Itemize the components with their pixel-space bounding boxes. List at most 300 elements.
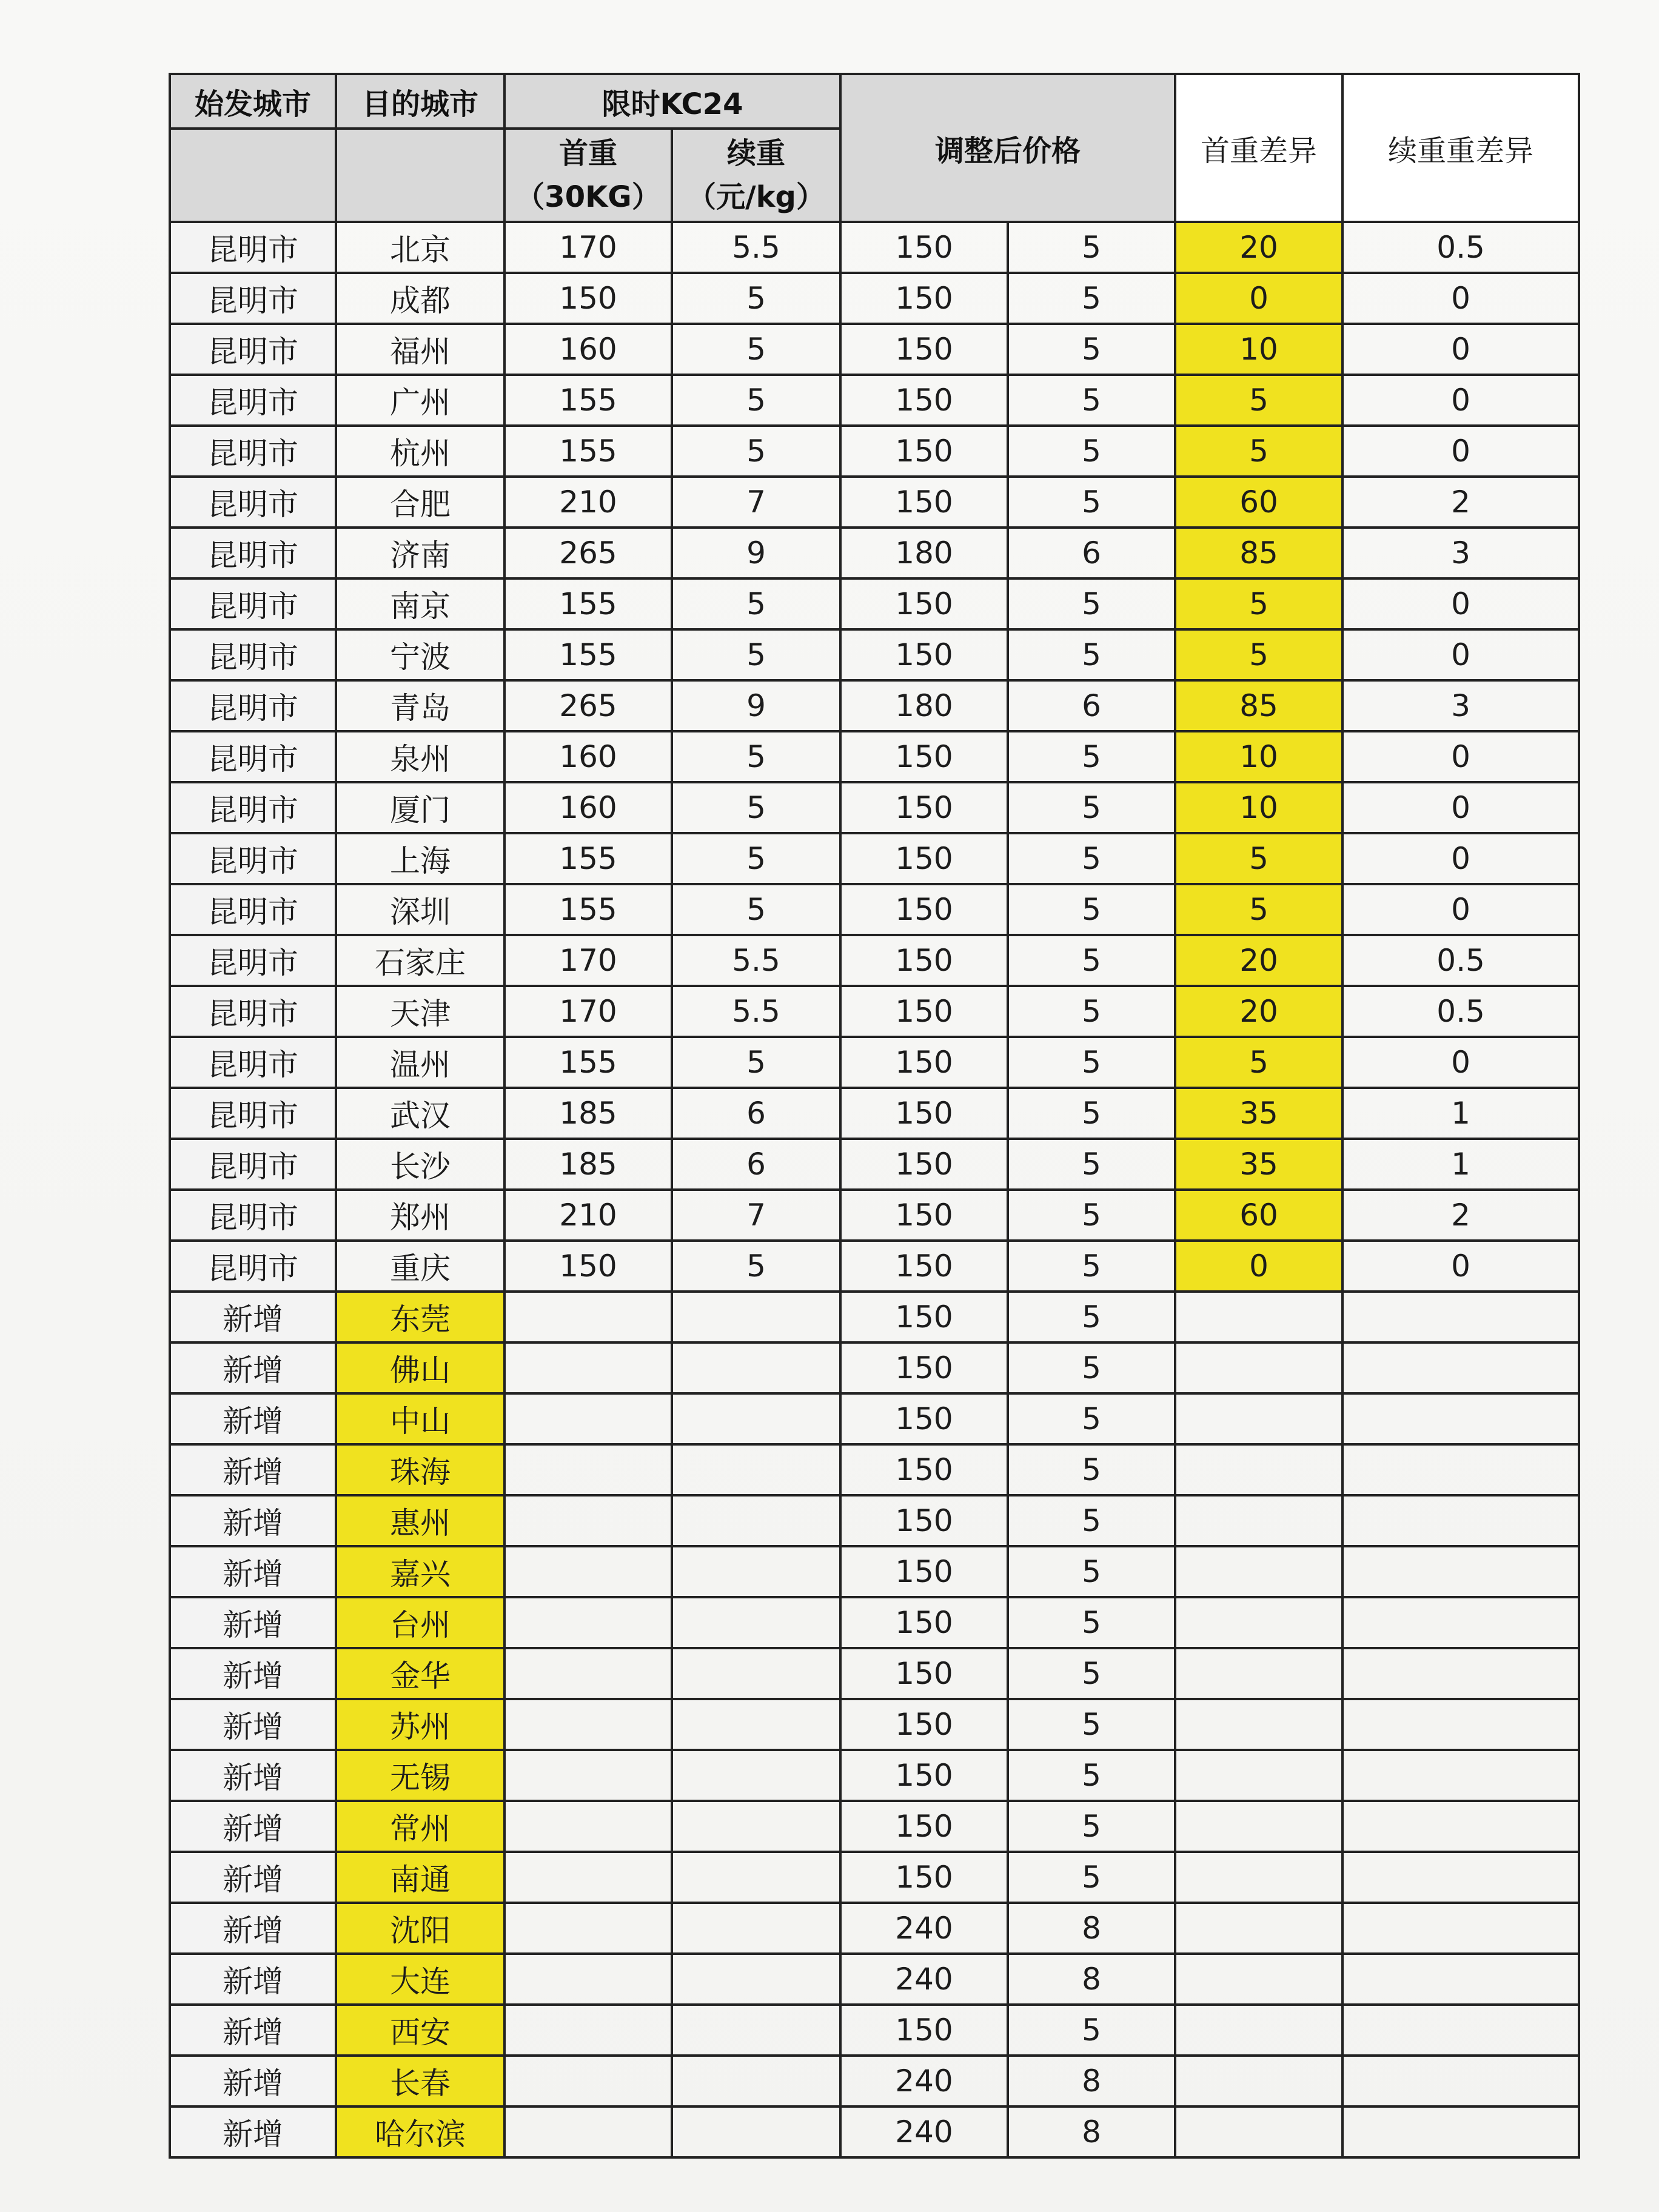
- origin-cell: 昆明市: [170, 1190, 336, 1241]
- table-row: [170, 1393, 1579, 1444]
- first-weight-cell: 210: [504, 1190, 672, 1241]
- additional-diff-cell: [1342, 2056, 1579, 2106]
- destination-cell: 厦门: [336, 782, 504, 833]
- first-weight-cell: 160: [504, 731, 672, 782]
- origin-cell: 昆明市: [170, 986, 336, 1037]
- table-row: [170, 782, 1579, 833]
- table-row: [170, 884, 1579, 935]
- adjusted-additional-cell: 5: [1008, 375, 1175, 426]
- adjusted-additional-cell: 5: [1008, 1342, 1175, 1393]
- adjusted-additional-cell: 5: [1008, 1852, 1175, 1903]
- header-additional-weight-diff: 续重重差异: [1342, 74, 1579, 222]
- additional-weight-cell: [672, 2056, 840, 2106]
- header-product: 限时KC24: [504, 74, 840, 129]
- first-weight-cell: [504, 1292, 672, 1342]
- destination-cell: 上海: [336, 833, 504, 884]
- origin-cell: 新增: [170, 1852, 336, 1903]
- table-row: [170, 2056, 1579, 2106]
- adjusted-additional-cell: 5: [1008, 1139, 1175, 1190]
- header-additional-weight: 续重（元/kg）: [672, 129, 840, 222]
- destination-cell: 南京: [336, 578, 504, 629]
- first-diff-cell: 0: [1175, 1241, 1342, 1292]
- destination-cell: 东莞: [336, 1292, 504, 1342]
- table-row: [170, 629, 1579, 680]
- header-row-1: [170, 74, 1579, 129]
- additional-diff-cell: [1342, 1954, 1579, 2005]
- adjusted-additional-cell: 5: [1008, 833, 1175, 884]
- adjusted-additional-cell: 5: [1008, 2005, 1175, 2056]
- price-table: [169, 73, 1580, 2159]
- table-row: [170, 731, 1579, 782]
- destination-cell: 哈尔滨: [336, 2106, 504, 2157]
- first-weight-cell: 155: [504, 578, 672, 629]
- adjusted-first-cell: 150: [840, 1801, 1008, 1852]
- adjusted-additional-cell: 5: [1008, 578, 1175, 629]
- table-row: [170, 1903, 1579, 1954]
- adjusted-first-cell: 150: [840, 1750, 1008, 1801]
- destination-cell: 西安: [336, 2005, 504, 2056]
- first-weight-cell: 170: [504, 935, 672, 986]
- origin-cell: 昆明市: [170, 731, 336, 782]
- first-diff-cell: 5: [1175, 833, 1342, 884]
- adjusted-additional-cell: 8: [1008, 2106, 1175, 2157]
- first-weight-cell: 170: [504, 222, 672, 273]
- additional-weight-cell: 5: [672, 273, 840, 324]
- table-row: [170, 375, 1579, 426]
- origin-cell: 新增: [170, 1750, 336, 1801]
- first-weight-cell: [504, 1342, 672, 1393]
- destination-cell: 长春: [336, 2056, 504, 2106]
- adjusted-additional-cell: 8: [1008, 1903, 1175, 1954]
- first-weight-cell: [504, 1495, 672, 1546]
- adjusted-first-cell: 150: [840, 1852, 1008, 1903]
- destination-cell: 长沙: [336, 1139, 504, 1190]
- destination-cell: 南通: [336, 1852, 504, 1903]
- first-weight-cell: [504, 1750, 672, 1801]
- destination-cell: 合肥: [336, 477, 504, 528]
- additional-weight-cell: [672, 2005, 840, 2056]
- first-diff-cell: 35: [1175, 1088, 1342, 1139]
- additional-weight-cell: [672, 1903, 840, 1954]
- adjusted-additional-cell: 5: [1008, 1393, 1175, 1444]
- additional-weight-cell: 5: [672, 884, 840, 935]
- destination-cell: 广州: [336, 375, 504, 426]
- additional-weight-cell: [672, 1699, 840, 1750]
- additional-diff-cell: [1342, 1393, 1579, 1444]
- destination-cell: 苏州: [336, 1699, 504, 1750]
- table-row: [170, 477, 1579, 528]
- destination-cell: 杭州: [336, 426, 504, 477]
- origin-cell: 昆明市: [170, 884, 336, 935]
- adjusted-first-cell: 240: [840, 1954, 1008, 2005]
- adjusted-first-cell: 150: [840, 935, 1008, 986]
- additional-weight-cell: 5: [672, 426, 840, 477]
- adjusted-first-cell: 150: [840, 273, 1008, 324]
- additional-diff-cell: 3: [1342, 680, 1579, 731]
- additional-weight-cell: [672, 1292, 840, 1342]
- table-row: [170, 1037, 1579, 1088]
- adjusted-first-cell: 150: [840, 1088, 1008, 1139]
- adjusted-additional-cell: 5: [1008, 1444, 1175, 1495]
- adjusted-first-cell: 240: [840, 1903, 1008, 1954]
- first-weight-cell: 160: [504, 324, 672, 375]
- first-weight-cell: 155: [504, 375, 672, 426]
- additional-diff-cell: 1: [1342, 1088, 1579, 1139]
- destination-cell: 福州: [336, 324, 504, 375]
- first-diff-cell: [1175, 2056, 1342, 2106]
- first-diff-cell: 20: [1175, 935, 1342, 986]
- adjusted-additional-cell: 5: [1008, 884, 1175, 935]
- origin-cell: 新增: [170, 1393, 336, 1444]
- first-diff-cell: [1175, 1699, 1342, 1750]
- adjusted-first-cell: 150: [840, 629, 1008, 680]
- first-diff-cell: [1175, 2106, 1342, 2157]
- adjusted-additional-cell: 6: [1008, 680, 1175, 731]
- table-row: [170, 1444, 1579, 1495]
- table-row: [170, 2106, 1579, 2157]
- adjusted-additional-cell: 5: [1008, 1801, 1175, 1852]
- origin-cell: 昆明市: [170, 629, 336, 680]
- destination-cell: 惠州: [336, 1495, 504, 1546]
- first-diff-cell: 5: [1175, 375, 1342, 426]
- additional-diff-cell: [1342, 1903, 1579, 1954]
- first-diff-cell: [1175, 1495, 1342, 1546]
- first-weight-cell: 185: [504, 1139, 672, 1190]
- adjusted-additional-cell: 5: [1008, 782, 1175, 833]
- destination-cell: 重庆: [336, 1241, 504, 1292]
- additional-diff-cell: [1342, 1801, 1579, 1852]
- adjusted-first-cell: 150: [840, 2005, 1008, 2056]
- first-weight-cell: [504, 2056, 672, 2106]
- table-row: [170, 273, 1579, 324]
- additional-diff-cell: [1342, 2106, 1579, 2157]
- destination-cell: 深圳: [336, 884, 504, 935]
- adjusted-first-cell: 150: [840, 1495, 1008, 1546]
- adjusted-first-cell: 150: [840, 782, 1008, 833]
- additional-weight-cell: 9: [672, 680, 840, 731]
- first-diff-cell: [1175, 1750, 1342, 1801]
- first-weight-cell: [504, 1699, 672, 1750]
- header-first-weight-diff: 首重差异: [1175, 74, 1342, 222]
- adjusted-additional-cell: 5: [1008, 935, 1175, 986]
- adjusted-first-cell: 150: [840, 884, 1008, 935]
- destination-cell: 成都: [336, 273, 504, 324]
- first-weight-cell: [504, 1852, 672, 1903]
- additional-diff-cell: 2: [1342, 477, 1579, 528]
- destination-cell: 郑州: [336, 1190, 504, 1241]
- additional-diff-cell: 0: [1342, 833, 1579, 884]
- first-diff-cell: 5: [1175, 426, 1342, 477]
- destination-cell: 济南: [336, 528, 504, 578]
- adjusted-first-cell: 150: [840, 222, 1008, 273]
- origin-cell: 新增: [170, 1546, 336, 1597]
- additional-weight-cell: 5.5: [672, 222, 840, 273]
- table-row: [170, 1546, 1579, 1597]
- first-diff-cell: [1175, 1546, 1342, 1597]
- first-weight-cell: [504, 1648, 672, 1699]
- adjusted-first-cell: 150: [840, 731, 1008, 782]
- destination-cell: 无锡: [336, 1750, 504, 1801]
- additional-diff-cell: 0: [1342, 1037, 1579, 1088]
- additional-weight-cell: [672, 1750, 840, 1801]
- first-diff-cell: 20: [1175, 222, 1342, 273]
- first-diff-cell: [1175, 1597, 1342, 1648]
- destination-cell: 嘉兴: [336, 1546, 504, 1597]
- first-diff-cell: [1175, 1342, 1342, 1393]
- adjusted-first-cell: 150: [840, 986, 1008, 1037]
- adjusted-additional-cell: 5: [1008, 731, 1175, 782]
- table-row: [170, 2005, 1579, 2056]
- additional-diff-cell: 0: [1342, 629, 1579, 680]
- first-diff-cell: 5: [1175, 629, 1342, 680]
- origin-cell: 昆明市: [170, 1241, 336, 1292]
- table-row: [170, 1139, 1579, 1190]
- origin-cell: 新增: [170, 1648, 336, 1699]
- adjusted-additional-cell: 6: [1008, 528, 1175, 578]
- additional-weight-cell: [672, 1597, 840, 1648]
- destination-cell: 武汉: [336, 1088, 504, 1139]
- additional-weight-cell: 9: [672, 528, 840, 578]
- table-row: [170, 680, 1579, 731]
- adjusted-first-cell: 180: [840, 680, 1008, 731]
- adjusted-additional-cell: 5: [1008, 629, 1175, 680]
- table-row: [170, 1699, 1579, 1750]
- origin-cell: 昆明市: [170, 222, 336, 273]
- adjusted-first-cell: 150: [840, 375, 1008, 426]
- adjusted-additional-cell: 5: [1008, 1241, 1175, 1292]
- additional-diff-cell: [1342, 2005, 1579, 2056]
- adjusted-additional-cell: 5: [1008, 273, 1175, 324]
- first-weight-cell: [504, 1903, 672, 1954]
- additional-diff-cell: 0.5: [1342, 222, 1579, 273]
- adjusted-additional-cell: 5: [1008, 1597, 1175, 1648]
- origin-cell: 新增: [170, 1444, 336, 1495]
- adjusted-first-cell: 150: [840, 1139, 1008, 1190]
- first-weight-cell: 185: [504, 1088, 672, 1139]
- additional-diff-cell: 0: [1342, 731, 1579, 782]
- additional-weight-cell: 5: [672, 782, 840, 833]
- additional-weight-cell: 7: [672, 477, 840, 528]
- origin-cell: 新增: [170, 2005, 336, 2056]
- header-adjusted-price: 调整后价格: [840, 74, 1175, 222]
- additional-diff-cell: 3: [1342, 528, 1579, 578]
- adjusted-additional-cell: 5: [1008, 1037, 1175, 1088]
- adjusted-additional-cell: 5: [1008, 1190, 1175, 1241]
- table-row: [170, 426, 1579, 477]
- first-weight-cell: 150: [504, 273, 672, 324]
- table-row: [170, 1088, 1579, 1139]
- destination-cell: 温州: [336, 1037, 504, 1088]
- additional-diff-cell: [1342, 1444, 1579, 1495]
- destination-cell: 常州: [336, 1801, 504, 1852]
- first-weight-cell: 150: [504, 1241, 672, 1292]
- first-weight-cell: [504, 1393, 672, 1444]
- destination-cell: 珠海: [336, 1444, 504, 1495]
- origin-cell: 昆明市: [170, 1088, 336, 1139]
- first-weight-cell: [504, 1444, 672, 1495]
- first-weight-cell: 210: [504, 477, 672, 528]
- first-diff-cell: 35: [1175, 1139, 1342, 1190]
- additional-diff-cell: 0: [1342, 273, 1579, 324]
- origin-cell: 昆明市: [170, 935, 336, 986]
- origin-cell: 昆明市: [170, 528, 336, 578]
- adjusted-first-cell: 150: [840, 1292, 1008, 1342]
- first-diff-cell: 5: [1175, 884, 1342, 935]
- origin-cell: 新增: [170, 1954, 336, 2005]
- adjusted-first-cell: 240: [840, 2056, 1008, 2106]
- destination-cell: 大连: [336, 1954, 504, 2005]
- adjusted-first-cell: 150: [840, 1241, 1008, 1292]
- additional-weight-cell: 5: [672, 833, 840, 884]
- additional-diff-cell: 0: [1342, 324, 1579, 375]
- origin-cell: 昆明市: [170, 833, 336, 884]
- additional-diff-cell: 0.5: [1342, 935, 1579, 986]
- first-diff-cell: 10: [1175, 324, 1342, 375]
- table-row: [170, 1241, 1579, 1292]
- first-diff-cell: 60: [1175, 1190, 1342, 1241]
- first-diff-cell: 60: [1175, 477, 1342, 528]
- adjusted-first-cell: 150: [840, 578, 1008, 629]
- table-row: [170, 324, 1579, 375]
- first-diff-cell: 85: [1175, 680, 1342, 731]
- origin-cell: 新增: [170, 1342, 336, 1393]
- additional-weight-cell: [672, 1954, 840, 2005]
- additional-diff-cell: 0: [1342, 1241, 1579, 1292]
- first-diff-cell: [1175, 1393, 1342, 1444]
- additional-weight-cell: 6: [672, 1139, 840, 1190]
- origin-cell: 新增: [170, 1495, 336, 1546]
- additional-diff-cell: [1342, 1342, 1579, 1393]
- first-weight-cell: 155: [504, 629, 672, 680]
- adjusted-first-cell: 150: [840, 426, 1008, 477]
- additional-diff-cell: [1342, 1699, 1579, 1750]
- destination-cell: 沈阳: [336, 1903, 504, 1954]
- origin-cell: 昆明市: [170, 273, 336, 324]
- first-diff-cell: [1175, 2005, 1342, 2056]
- adjusted-first-cell: 150: [840, 1393, 1008, 1444]
- destination-cell: 佛山: [336, 1342, 504, 1393]
- additional-diff-cell: 0: [1342, 426, 1579, 477]
- additional-weight-cell: 5: [672, 375, 840, 426]
- adjusted-additional-cell: 5: [1008, 477, 1175, 528]
- table-row: [170, 1597, 1579, 1648]
- adjusted-first-cell: 180: [840, 528, 1008, 578]
- adjusted-additional-cell: 5: [1008, 222, 1175, 273]
- table-row: [170, 1954, 1579, 2005]
- origin-cell: 昆明市: [170, 782, 336, 833]
- additional-weight-cell: [672, 1801, 840, 1852]
- additional-weight-cell: [672, 1852, 840, 1903]
- origin-cell: 昆明市: [170, 1037, 336, 1088]
- origin-cell: 新增: [170, 1597, 336, 1648]
- first-diff-cell: [1175, 1648, 1342, 1699]
- additional-weight-cell: 5: [672, 1241, 840, 1292]
- header-destination-blank: [336, 129, 504, 222]
- adjusted-additional-cell: 5: [1008, 1648, 1175, 1699]
- additional-weight-cell: [672, 1546, 840, 1597]
- additional-diff-cell: [1342, 1750, 1579, 1801]
- origin-cell: 昆明市: [170, 477, 336, 528]
- first-weight-cell: 265: [504, 528, 672, 578]
- adjusted-additional-cell: 5: [1008, 1495, 1175, 1546]
- first-diff-cell: 10: [1175, 731, 1342, 782]
- origin-cell: 新增: [170, 1903, 336, 1954]
- additional-weight-cell: [672, 1444, 840, 1495]
- destination-cell: 中山: [336, 1393, 504, 1444]
- additional-weight-cell: [672, 2106, 840, 2157]
- adjusted-additional-cell: 5: [1008, 324, 1175, 375]
- destination-cell: 金华: [336, 1648, 504, 1699]
- table-row: [170, 935, 1579, 986]
- table-row: [170, 1342, 1579, 1393]
- adjusted-additional-cell: 5: [1008, 426, 1175, 477]
- additional-diff-cell: 0.5: [1342, 986, 1579, 1037]
- origin-cell: 昆明市: [170, 1139, 336, 1190]
- first-weight-cell: 160: [504, 782, 672, 833]
- additional-diff-cell: [1342, 1648, 1579, 1699]
- additional-diff-cell: 1: [1342, 1139, 1579, 1190]
- additional-diff-cell: 0: [1342, 375, 1579, 426]
- additional-diff-cell: 0: [1342, 578, 1579, 629]
- additional-weight-cell: 7: [672, 1190, 840, 1241]
- origin-cell: 昆明市: [170, 426, 336, 477]
- adjusted-additional-cell: 5: [1008, 1750, 1175, 1801]
- additional-weight-cell: 5.5: [672, 986, 840, 1037]
- first-diff-cell: 0: [1175, 273, 1342, 324]
- destination-cell: 宁波: [336, 629, 504, 680]
- origin-cell: 昆明市: [170, 680, 336, 731]
- additional-weight-cell: [672, 1393, 840, 1444]
- destination-cell: 青岛: [336, 680, 504, 731]
- adjusted-first-cell: 150: [840, 1037, 1008, 1088]
- table-row: [170, 986, 1579, 1037]
- additional-diff-cell: 2: [1342, 1190, 1579, 1241]
- first-weight-cell: [504, 1954, 672, 2005]
- first-weight-cell: 155: [504, 884, 672, 935]
- destination-cell: 泉州: [336, 731, 504, 782]
- adjusted-first-cell: 240: [840, 2106, 1008, 2157]
- additional-weight-cell: 5: [672, 731, 840, 782]
- first-weight-cell: 155: [504, 426, 672, 477]
- additional-weight-cell: [672, 1495, 840, 1546]
- table-row: [170, 1648, 1579, 1699]
- table-row: [170, 528, 1579, 578]
- table-row: [170, 833, 1579, 884]
- adjusted-additional-cell: 5: [1008, 1546, 1175, 1597]
- additional-weight-cell: 6: [672, 1088, 840, 1139]
- additional-diff-cell: 0: [1342, 884, 1579, 935]
- additional-weight-cell: 5.5: [672, 935, 840, 986]
- additional-diff-cell: [1342, 1546, 1579, 1597]
- origin-cell: 昆明市: [170, 324, 336, 375]
- first-weight-cell: [504, 1801, 672, 1852]
- header-origin-blank: [170, 129, 336, 222]
- table-row: [170, 1495, 1579, 1546]
- table-body: [170, 74, 1579, 2157]
- origin-cell: 新增: [170, 1801, 336, 1852]
- adjusted-first-cell: 150: [840, 833, 1008, 884]
- first-diff-cell: [1175, 1852, 1342, 1903]
- first-weight-cell: 170: [504, 986, 672, 1037]
- table-row: [170, 1852, 1579, 1903]
- first-diff-cell: [1175, 1954, 1342, 2005]
- additional-weight-cell: 5: [672, 1037, 840, 1088]
- origin-cell: 新增: [170, 1292, 336, 1342]
- first-diff-cell: [1175, 1903, 1342, 1954]
- adjusted-first-cell: 150: [840, 1546, 1008, 1597]
- table-row: [170, 1292, 1579, 1342]
- adjusted-first-cell: 150: [840, 1597, 1008, 1648]
